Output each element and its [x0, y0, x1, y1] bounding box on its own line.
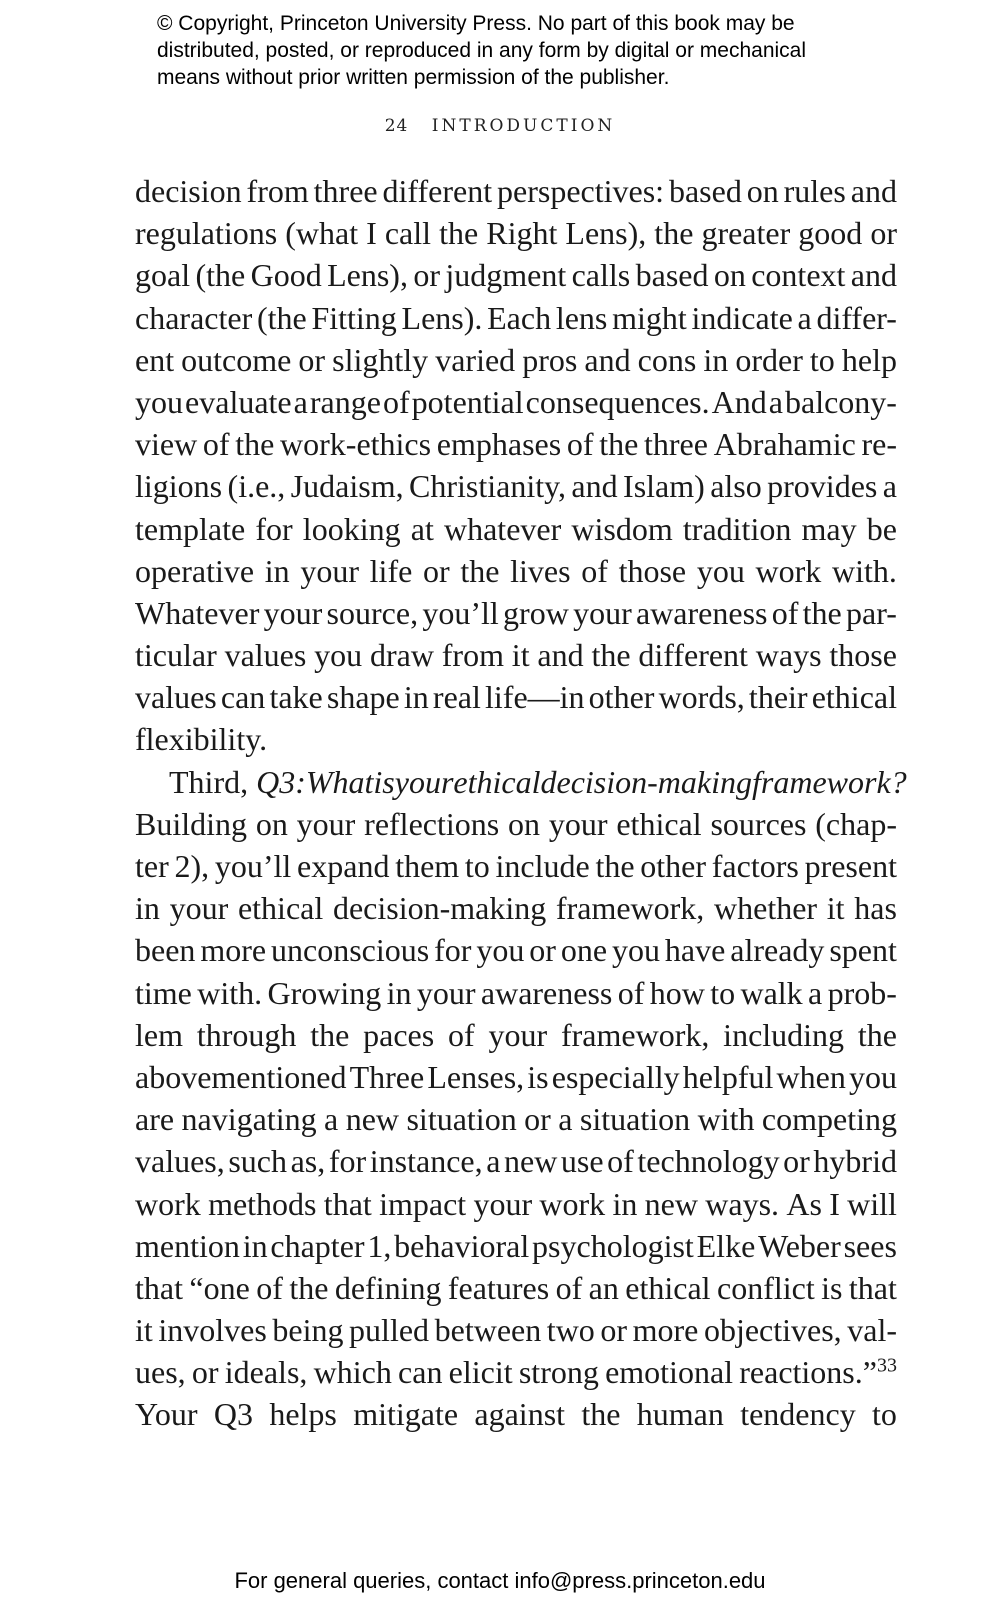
- body-line: in your ethical decision-making framework, whether it has: [135, 890, 897, 927]
- body-line: character (the Fitting Lens). Each lens might indicate a differ-: [135, 299, 897, 336]
- body-line: work methods that impact your work in new ways. As I will: [135, 1185, 897, 1222]
- body-text: [135, 170, 907, 1436]
- running-head: [0, 116, 1000, 136]
- body-line: you evaluate a range of potential consequences. And a balcony-: [135, 383, 897, 420]
- body-line: values can take shape in real life—in other words, their ethical: [135, 679, 897, 716]
- body-line: ticular values you draw from it and the different ways those: [135, 637, 897, 674]
- body-line: Third, Q3: What is your ethical decision-making framework?: [169, 763, 907, 800]
- body-line: operative in your life or the lives of those you work with.: [135, 552, 897, 589]
- body-line: mention in chapter 1, behavioral psychologist Elke Weber sees: [135, 1227, 897, 1264]
- body-line: abovementioned Three Lenses, is especially helpful when you: [135, 1058, 897, 1095]
- copyright-line: © Copyright, Princeton University Press. No part of this book may be: [157, 12, 795, 35]
- body-line: Whatever your source, you’ll grow your awareness of the par-: [135, 594, 897, 631]
- body-line: regulations (what I call the Right Lens), the greater good or: [135, 215, 897, 252]
- section-title: INTRODUCTION: [431, 116, 616, 136]
- page-number: 24: [384, 116, 409, 136]
- body-line: it involves being pulled between two or more objectives, val-: [135, 1312, 897, 1349]
- body-line: are navigating a new situation or a situation with competing: [135, 1101, 897, 1138]
- copyright-line: means without prior written permission of the publisher.: [157, 66, 670, 89]
- body-line: decision from three different perspectives: based on rules and: [135, 173, 897, 209]
- body-line: been more unconscious for you or one you have already spent: [135, 932, 897, 969]
- body-line: that “one of the defining features of an ethical conflict is that: [135, 1269, 897, 1306]
- copyright-notice: [157, 10, 897, 91]
- body-line: ligions (i.e., Judaism, Christianity, and Islam) also provides a: [135, 468, 897, 505]
- body-line: lem through the paces of your framework, including the: [135, 1016, 897, 1053]
- footer-contact: For general queries, contact info@press.princeton.edu: [234, 1568, 766, 1593]
- body-line: flexibility.: [135, 721, 268, 758]
- body-line: goal (the Good Lens), or judgment calls based on context and: [135, 257, 897, 294]
- body-line: ent outcome or slightly varied pros and cons in order to help: [135, 341, 897, 378]
- body-line: time with. Growing in your awareness of how to walk a prob-: [135, 974, 897, 1011]
- body-line: Building on your reflections on your ethical sources (chap-: [135, 805, 897, 842]
- copyright-line: distributed, posted, or reproduced in any form by digital or mechanical: [157, 39, 807, 62]
- body-line: Your Q3 helps mitigate against the human tendency to: [135, 1396, 897, 1433]
- body-line: template for looking at whatever wisdom tradition may be: [135, 510, 897, 547]
- body-line: ues, or ideals, which can elicit strong emotional reactions.”$^{33}$: [135, 1354, 897, 1391]
- body-line: ter 2), you’ll expand them to include the other factors present: [135, 848, 897, 884]
- body-line: values, such as, for instance, a new use of technology or hybrid: [135, 1143, 897, 1180]
- body-line: view of the work-ethics emphases of the three Abrahamic re-: [135, 426, 897, 463]
